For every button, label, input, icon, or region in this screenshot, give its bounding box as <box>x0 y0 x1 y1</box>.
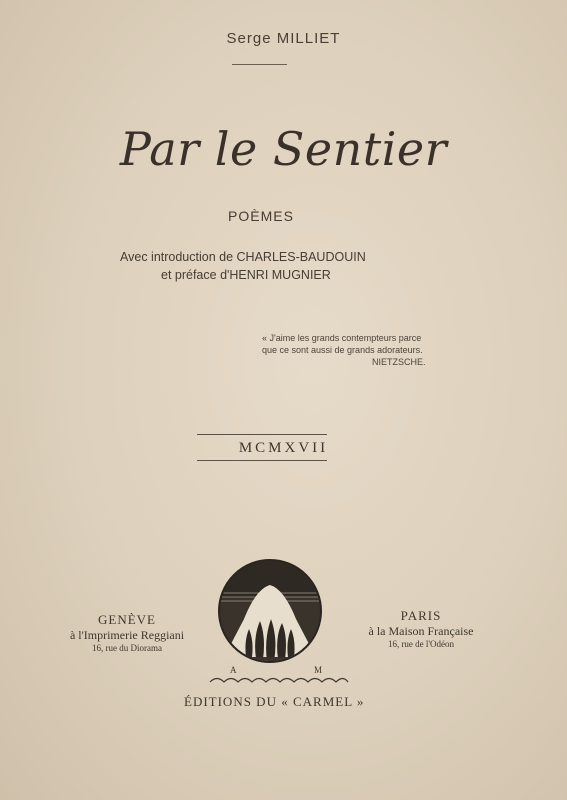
author-divider <box>232 64 287 65</box>
year-rule-bottom <box>197 460 327 461</box>
preface-credit <box>161 268 331 282</box>
publication-year: MCMXVII <box>238 440 329 456</box>
book-subtitle: POÈMES <box>228 208 294 224</box>
preface-prefix: et préface d' <box>161 268 230 282</box>
epigraph <box>262 332 462 368</box>
introduction-prefix: Avec introduction de <box>120 250 234 264</box>
geneva-address: 16, rue du Diorama <box>92 643 162 653</box>
emblem-letter-m: M <box>314 665 323 675</box>
year-rule-top <box>197 434 327 435</box>
introduction-credit <box>120 250 366 264</box>
geneva-city: GENÈVE <box>98 612 156 627</box>
book-title: Par le Sentier <box>119 122 448 176</box>
preface-author: HENRI MUGNIER <box>229 268 331 282</box>
epigraph-line-1: « J'aime les grands contempteurs parce <box>262 333 422 343</box>
geneva-imprint <box>52 612 202 653</box>
emblem-wave-ornament <box>208 664 350 688</box>
paris-city: PARIS <box>400 608 442 623</box>
epigraph-line-2: que ce sont aussi de grands adorateurs. <box>262 345 423 355</box>
paris-printer: à la Maison Française <box>368 624 474 638</box>
introduction-author: CHARLES-BAUDOUIN <box>236 250 366 264</box>
epigraph-attribution: NIETZSCHE. <box>372 357 426 367</box>
paris-address: 16, rue de l'Odéon <box>387 639 455 649</box>
emblem-letter-a: A <box>230 665 237 675</box>
publisher-name: ÉDITIONS DU « CARMEL » <box>184 694 365 709</box>
carmel-mountain-emblem <box>216 557 324 665</box>
paris-imprint <box>356 608 486 649</box>
geneva-printer: à l'Imprimerie Reggiani <box>69 628 185 642</box>
author-name: Serge MILLIET <box>226 30 341 47</box>
